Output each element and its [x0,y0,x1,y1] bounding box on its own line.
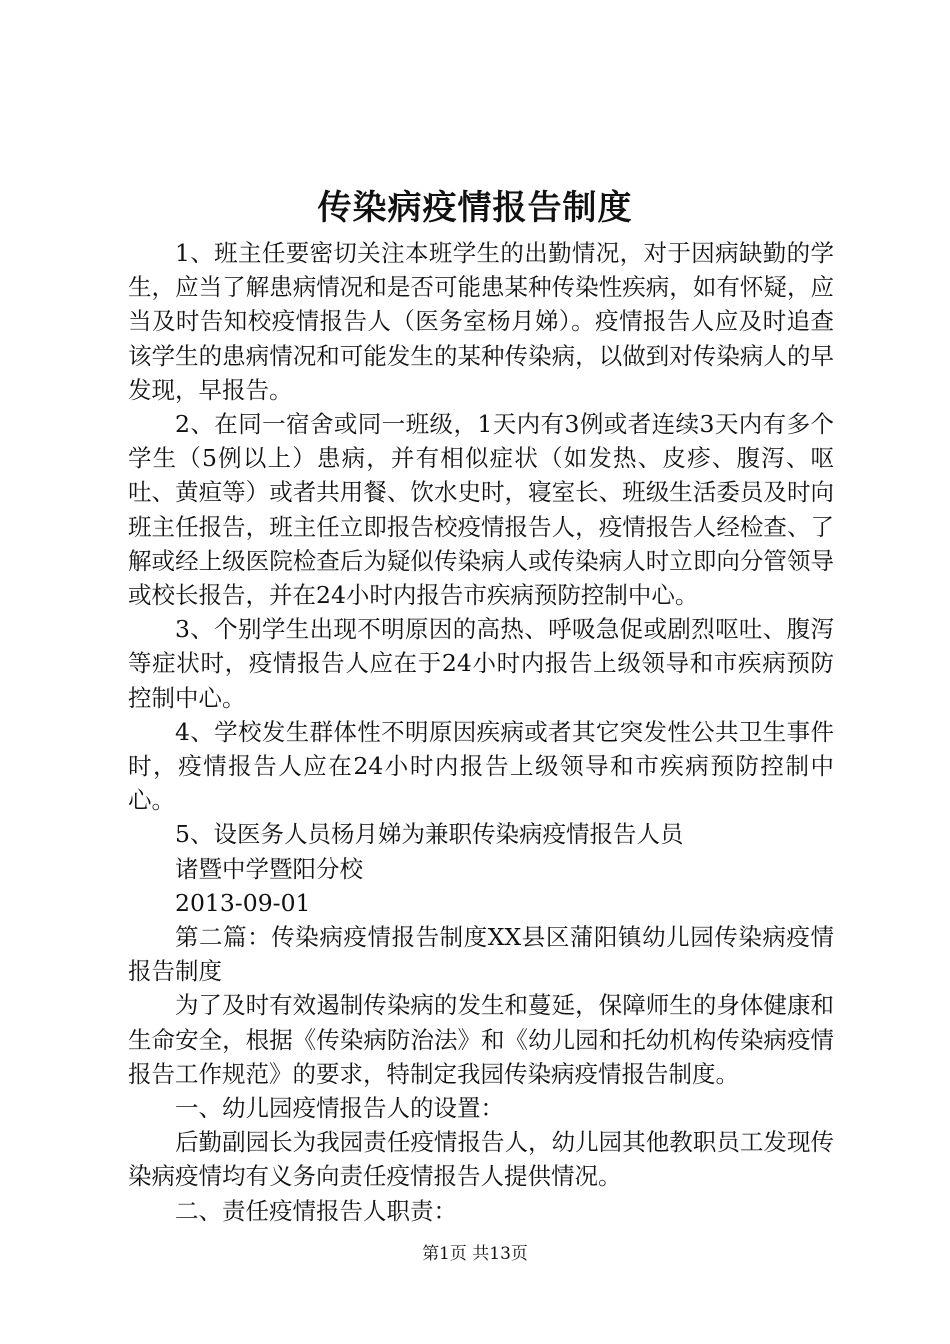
page-number: 第1页 共13页 [422,1244,528,1264]
section-two-intro: 为了及时有效遏制传染病的发生和蔓延，保障师生的身体健康和生命安全，根据《传染病防治法》和《幼儿园和托幼机构传染病疫情报告工作规范》的要求，特制定我园传染病疫情报告制度。 [128,991,834,1088]
reporter-setup-text: 后勤副园长为我园责任疫情报告人，幼儿园其他教职员工发现传染病疫情均有义务向责任疫情报告人提供情况。 [128,1128,834,1191]
signature-date: 2013-09-01 [175,888,311,917]
signature-school: 诸暨中学暨阳分校 [175,854,363,883]
section-two-heading: 第二篇：传染病疫情报告制度XX县区蒲阳镇幼儿园传染病疫情报告制度 [128,923,834,986]
paragraph-3: 3、个别学生出现不明原因的高热、呼吸急促或剧烈呕吐、腹泻等症状时，疫情报告人应在于24小时内报告上级领导和市疾病预防控制中心。 [128,615,834,712]
document-title: 传染病疫情报告制度 [317,188,633,228]
paragraph-1: 1、班主任要密切关注本班学生的出勤情况，对于因病缺勤的学生，应当了解患病情况和是否可能患某种传染性疾病，如有怀疑，应当及时告知校疫情报告人（医务室杨月娣）。疫情报告人应及时追查该学生的患病情况和可能发生的某种传染病，以做到对传染病人的早发现，早报告。 [128,239,834,404]
paragraph-4: 4、学校发生群体性不明原因疾病或者其它突发性公共卫生事件时，疫情报告人应在24小时内报告上级领导和市疾病预防控制中心。 [128,717,834,815]
paragraph-5: 5、设医务人员杨月娣为兼职传染病疫情报告人员 [175,820,684,849]
reporter-duties-heading: 二、责任疫情报告人职责： [175,1196,457,1225]
document-body [128,236,834,1228]
paragraph-2: 2、在同一宿舍或同一班级，1天内有3例或者连续3天内有多个学生（5例以上）患病，并有相似症状（如发热、皮疹、腹泻、呕吐、黄疸等）或者共用餐、饮水史时，寝室长、班级生活委员及时向班主任报告，班主任立即报告校疫情报告人，疫情报告人经检查、了解或经上级医院检查后为疑似传染病人或传染病人时立即向分管领导或校长报告，并在24小时内报告市疾病预防控制中心。 [128,410,834,610]
reporter-setup-heading: 一、幼儿园疫情报告人的设置： [175,1094,504,1123]
